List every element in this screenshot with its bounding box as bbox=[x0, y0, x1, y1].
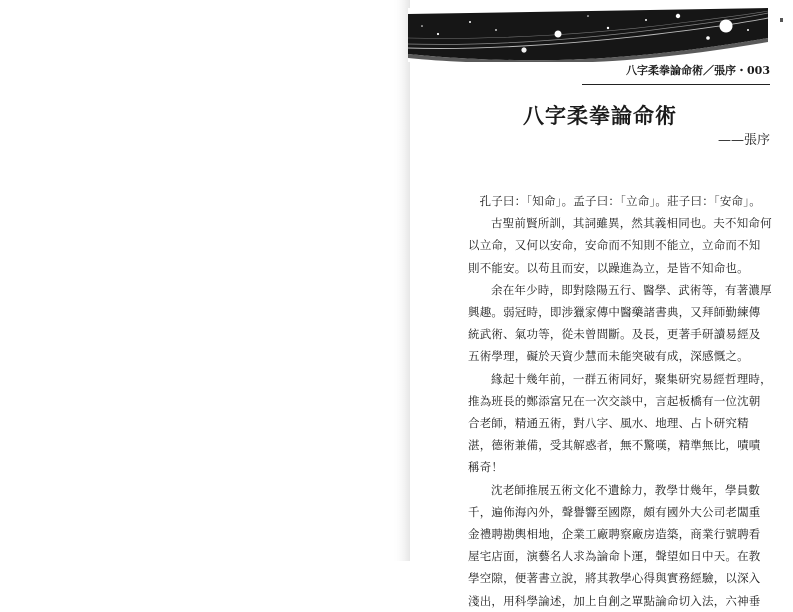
header-rule bbox=[582, 84, 770, 85]
starfield-banner bbox=[408, 8, 768, 62]
paragraph: 緣起十幾年前，一群五術同好，聚集研究易經哲理時，推為班長的鄭添富兄在一次交談中，言起板橋有一位沈朝合老師，精通五術，對八字、風水、地理、占卜研究精湛，德術兼備，受其解惑者，無不驚嘆，精準無比，嘖嘖稱奇！ bbox=[468, 371, 772, 475]
paragraph: 余在年少時，即對陰陽五行、醫學、武術等，有著濃厚興趣。弱冠時，即涉獵家傳中醫藥諸書典，又拜師勤練傳統武術、氣功等，從未曾間斷。及長，更著手研讀易經及五術學理，礙於天資少慧而未能突破有成，深感慨之。 bbox=[468, 282, 772, 364]
paragraph: 古聖前賢所訓，其詞雖異，然其義相同也。夫不知命何以立命，又何以安命，安命而不知則不能立，立命而不知則不能安。以苟且而安，以躁進為立，是皆不知命也。 bbox=[468, 216, 772, 275]
running-head: 八字柔拳論命術／張序・003 bbox=[626, 64, 770, 77]
body-text bbox=[468, 190, 772, 612]
chapter-title: 八字柔拳論命術 bbox=[523, 103, 677, 128]
margin-mark bbox=[780, 18, 783, 22]
byline: ——張序 bbox=[717, 133, 770, 148]
paragraph: 孔子曰：「知命」。孟子曰：「立命」。莊子曰：「安命」。 bbox=[479, 194, 761, 208]
paragraph: 沈老師推展五術文化不遺餘力，教學廿幾年，學員數千，遍佈海內外，聲譽響至國際，頗有國外大公司老闆重金禮聘勘輿相地，企業工廠聘察廠房造築，商業行號聘看屋宅店面，演藝名人求為論命卜運，聲望如日中天。在教學空隙，便著書立說，將其教學心得與實務經驗，以深入淺出，用科學論述，加上自創之單點論命切入法，六神垂 bbox=[468, 482, 761, 608]
